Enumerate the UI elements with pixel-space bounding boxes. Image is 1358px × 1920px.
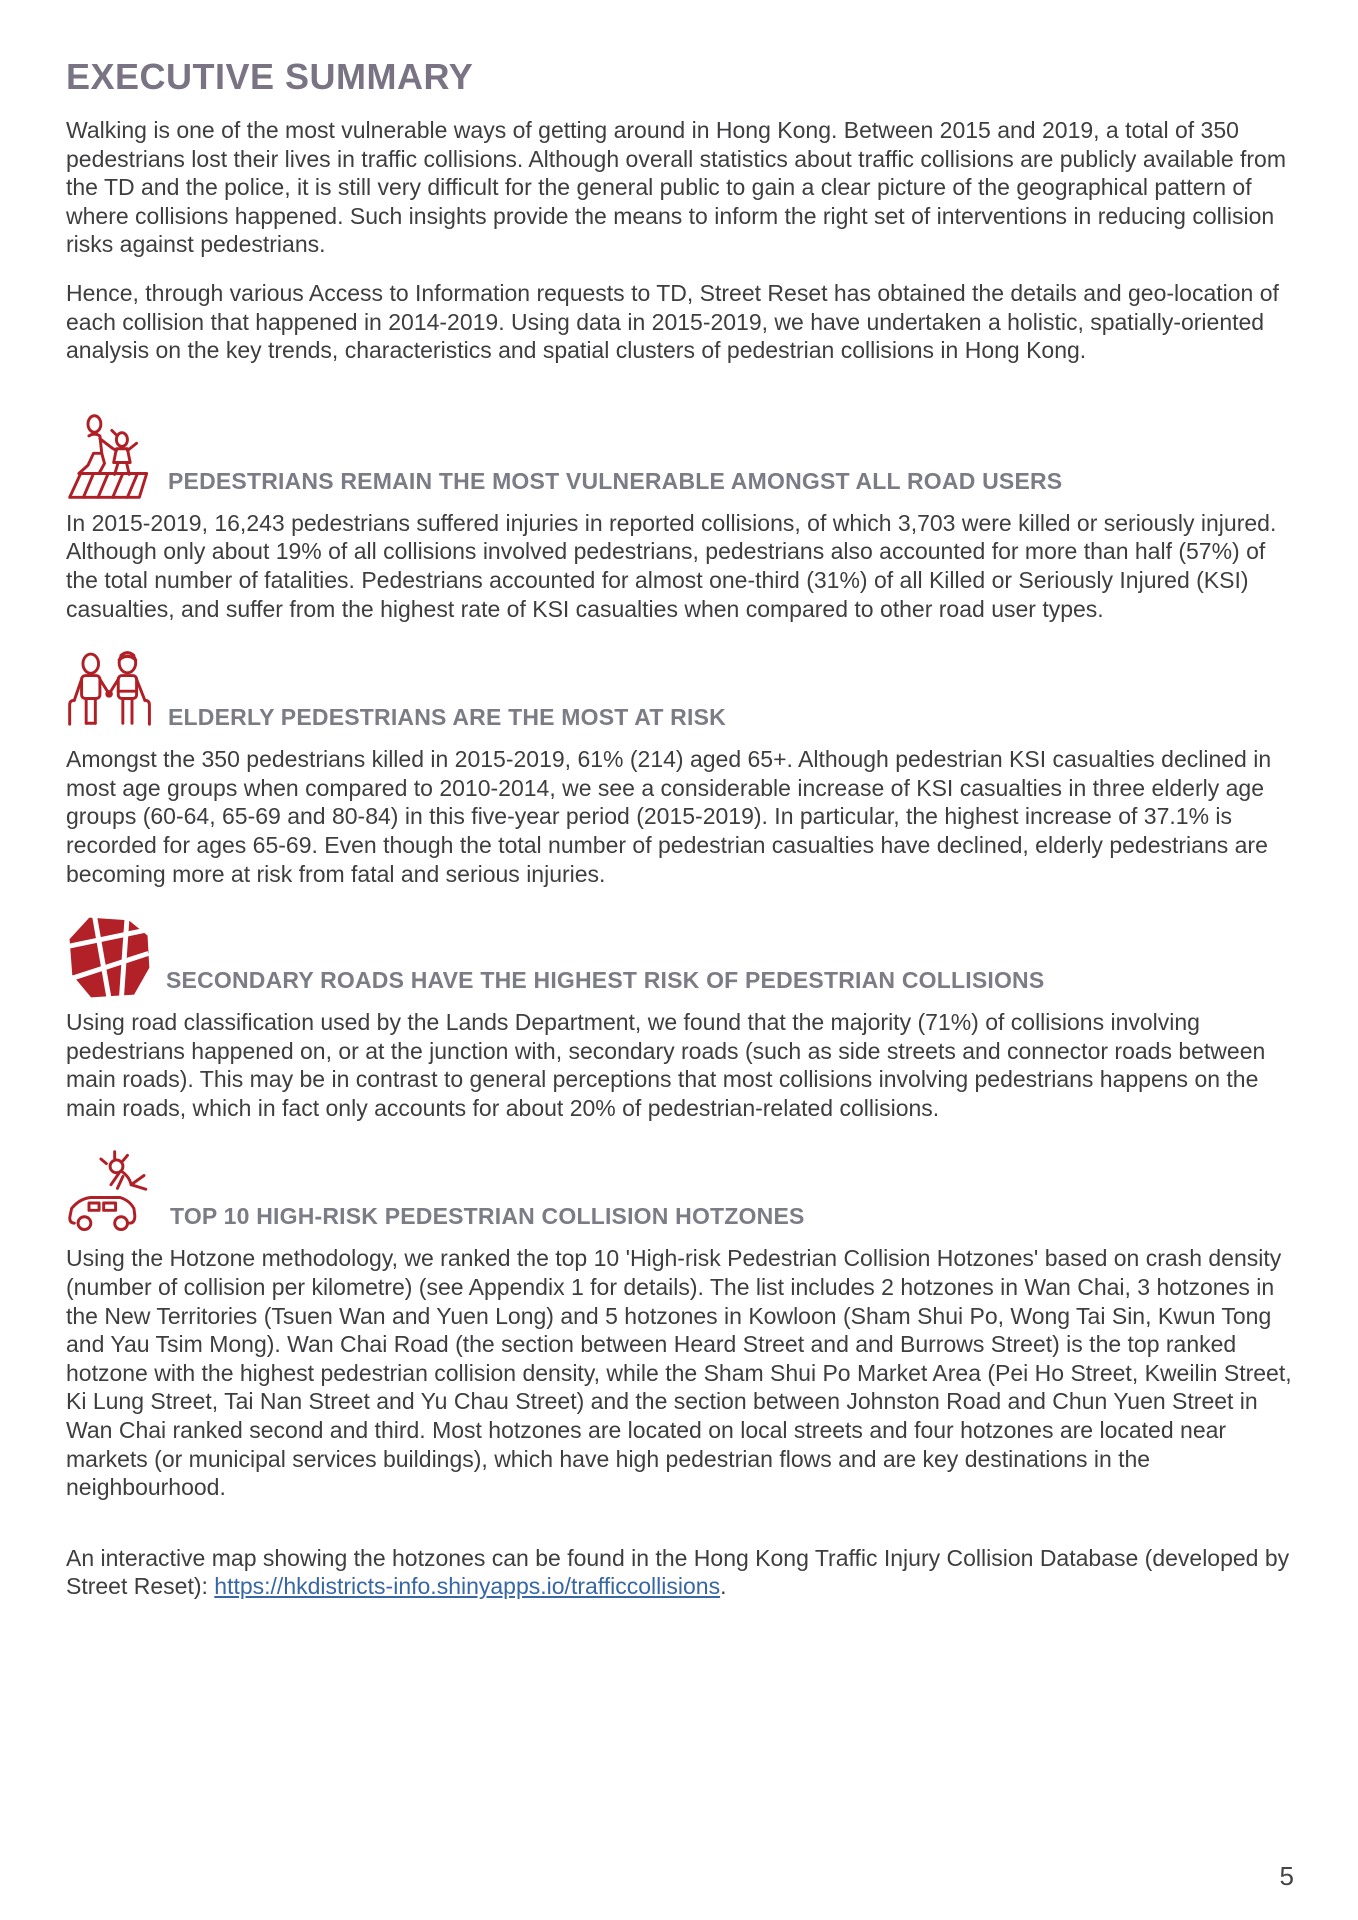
road-network-icon bbox=[66, 914, 152, 1000]
section-heading: ELDERLY PEDESTRIANS ARE THE MOST AT RISK bbox=[168, 704, 726, 731]
section-heading: TOP 10 HIGH-RISK PEDESTRIAN COLLISION HOTZONES bbox=[170, 1203, 805, 1230]
section-body: In 2015-2019, 16,243 pedestrians suffered injuries in reported collisions, of which 3,703 were killed or seriously injured. Although only about 19% of all collisions involved pedestrians, pedestrians also accounted for more than half (57%) of the total number of fatalities. Pedestrians accounted for almost one-third (31%) of all Killed or Seriously Injured (KSI) casualties, and suffer from the highest rate of KSI casualties when compared to other road user types. bbox=[66, 509, 1277, 622]
page-title: EXECUTIVE SUMMARY bbox=[66, 56, 474, 97]
elderly-couple-icon bbox=[66, 649, 154, 737]
section-header bbox=[66, 914, 1292, 1000]
intro-paragraph-2: Hence, through various Access to Information requests to TD, Street Reset has obtained the details and geo-location of each collision that happened in 2014-2019. Using data in 2015-2019, we have undertaken a holistic, spatially-oriented analysis on the key trends, characteristics and spatial clusters of pedestrian collisions in Hong Kong. bbox=[66, 279, 1279, 364]
section-heading: SECONDARY ROADS HAVE THE HIGHEST RISK OF PEDESTRIAN COLLISIONS bbox=[166, 967, 1045, 994]
section-header bbox=[66, 413, 1292, 501]
section-header bbox=[66, 649, 1292, 737]
page-number: 5 bbox=[1279, 1861, 1294, 1891]
section-pedestrians-vulnerable bbox=[66, 413, 1292, 623]
section-body: Using road classification used by the Lands Department, we found that the majority (71%) of collisions involving pedestrians happened on, or at the junction with, secondary roads (such as side streets and connector roads between main roads). This may be in contrast to general perceptions that most collisions involving pedestrians happens on the main roads, which in fact only accounts for about 20% of pedestrian-related collisions. bbox=[66, 1009, 1266, 1121]
section-top10-hotzones bbox=[66, 1148, 1292, 1501]
section-header bbox=[66, 1148, 1292, 1236]
crosswalk-pedestrians-icon bbox=[66, 413, 154, 501]
section-body: Amongst the 350 pedestrians killed in 2015-2019, 61% (214) aged 65+. Although pedestrian KSI casualties declined in most age groups when compared to 2010-2014, we see a considerable increase of KSI casualties in three elderly age groups (60-64, 65-69 and 80-84) in this five-year period (2015-2019). In particular, the highest increase of 37.1% is recorded for ages 65-69. Even though the total number of pedestrian casualties have declined, elderly pedestrians are becoming more at risk from fatal and serious injuries. bbox=[66, 746, 1272, 887]
intro-paragraph-1: Walking is one of the most vulnerable ways of getting around in Hong Kong. Between 2015 and 2019, a total of 350 pedestrians lost their lives in traffic collisions. Although overall statistics about traffic collisions are publicly available from the TD and the police, it is still very difficult for the general public to gain a clear picture of the geographical pattern of where collisions happened. Such insights provide the means to inform the right set of interventions in reducing collision risks against pedestrians. bbox=[66, 117, 1286, 258]
section-secondary-roads bbox=[66, 914, 1292, 1122]
closing-paragraph bbox=[66, 1544, 1292, 1601]
car-pedestrian-collision-icon bbox=[66, 1148, 156, 1236]
traffic-collisions-database-link[interactable]: https://hkdistricts-info.shinyapps.io/trafficcollisions bbox=[214, 1573, 721, 1600]
section-elderly-at-risk bbox=[66, 649, 1292, 888]
section-heading: PEDESTRIANS REMAIN THE MOST VULNERABLE AMONGST ALL ROAD USERS bbox=[168, 467, 1063, 494]
section-body: Using the Hotzone methodology, we ranked the top 10 'High-risk Pedestrian Collision Hotzones' based on crash density (number of collision per kilometre) (see Appendix 1 for details). The list includes 2 hotzones in Wan Chai, 3 hotzones in the New Territories (Tsuen Wan and Yuen Long) and 5 hotzones in Kowloon (Sham Shui Po, Wong Tai Sin, Kwun Tong and Yau Tsim Mong). Wan Chai Road (the section between Heard Street and and Burrows Street) is the top ranked hotzone with the highest pedestrian collision density, while the Sham Shui Po Market Area (Pei Ho Street, Kweilin Street, Ki Lung Street, Tai Nan Street and Yu Chau Street) and the section between Johnston Road and Chun Yuen Street in Wan Chai ranked second and third. Most hotzones are located on local streets and four hotzones are located near markets (or municipal services buildings), which have high pedestrian flows and are key destinations in the neighbourhood. bbox=[66, 1245, 1292, 1501]
closing-text: An interactive map showing the hotzones can be found in the Hong Kong Traffic Injury Collision Database (developed by Street Reset): bbox=[66, 1544, 1290, 1600]
closing-period: . bbox=[720, 1573, 727, 1600]
